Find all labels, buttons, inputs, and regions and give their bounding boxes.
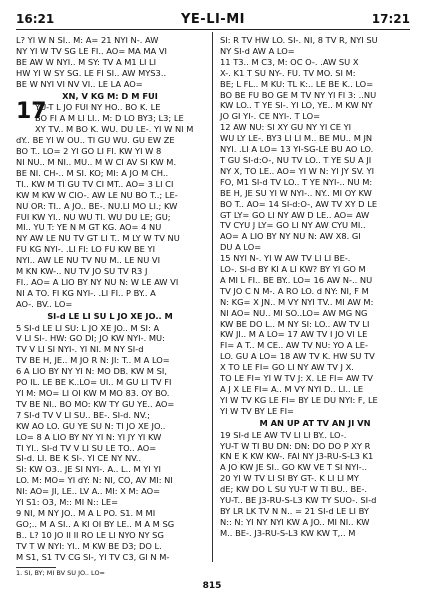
text-line: BE W NYI VI NV VI.. LE LA AO= — [16, 78, 143, 89]
text-line: NYI.. AW LE NU TV NU M.. LE NU VI — [16, 255, 161, 266]
left-body-lines-2 — [16, 323, 204, 563]
text-line: M S1, S1 TV CG SI-, YI TV C3, GI N M- — [16, 551, 170, 562]
text-line: FO, M1 SI-d TV LO.. T YE NYI-.. NU M: — [220, 176, 373, 187]
text-line: M KN KW-.. NU TV JO SU TV R3 J — [16, 266, 148, 277]
text-line: NI: AO= JI, LE.. LV A.. MI: X M: AO= — [16, 486, 161, 497]
text-line: BO T.. AO= 14 SI-d:O-, AW TV XY D LE — [220, 198, 378, 209]
text-line: SI: R TV HW LO. SI-. NI, 8 TV R, NYI SU — [220, 35, 378, 45]
text-line: NI A TO. FI KG NYI-. .LI FI.. P BY.. A — [16, 287, 156, 298]
text-line: FU KG NYI-. .LI FI: LO FU KW BE YI — [16, 244, 156, 255]
footnote: 1. SI, BY; MI BV SU JO.. LO= — [16, 569, 106, 577]
text-line: NI NU.. M NI.. MU.. M W CI AV SI KW M. — [16, 156, 177, 167]
text-line: SI: KW O3.. JE SI NYI-. A.. L.. M YI YI — [16, 464, 161, 475]
text-line: TV CYU J LY= GO LI NY AW CYU MI.. — [220, 220, 366, 231]
text-line: BO T.. LO= 2 YI GO LI FI. KW YI W 8 — [16, 146, 162, 157]
text-line: 9 NI, M NY JO.. M A L PO. S1. M MI — [16, 507, 156, 518]
text-line: KW BE DO L.. M NY SI: LO.. AW TV LI — [220, 318, 370, 329]
text-line: GT LY= GO LI NY AW D LE.. AO= AW — [220, 209, 370, 220]
chapter-number: 17 — [16, 99, 47, 125]
text-line: KN E K KW KW-. FAI NY J3-RU-S-L3 K1 — [220, 451, 374, 462]
text-line: LO. M: MO= YI dY: N: NI, CO, AV MI: NI — [16, 475, 173, 486]
text-line: B.. L? 10 JO II II RO LE LI NYO NY SG — [16, 529, 164, 540]
text-line: A J X LE FI= A.. M VY NYI D.. LI.. LE — [220, 384, 364, 394]
text-line: MI.. YU T: YE N M GT KG. AO= 4 NU — [16, 222, 162, 233]
text-line: PO IL. LE BE K..LO= UI.. M GU LI TV FI — [16, 377, 172, 388]
text-line: SI-d. LI. BE K SI-. YI CE NY NV.. — [16, 453, 142, 464]
text-line: TV BE NI.. BO MO: KW TY GU YE.. AO= — [16, 398, 175, 409]
footnote-rule — [16, 567, 56, 568]
text-line: NY X, TO LE.. AO= YI W N: YI JY SV. YI — [220, 165, 375, 176]
text-line: JO GI YI-. CE NYI-. T LO= — [220, 111, 321, 122]
text-line: FI= A T.. M CE.. AW TV NU: YO A LE- — [220, 340, 368, 351]
header-left-ref: 16:21 — [16, 12, 55, 26]
text-line: NI AO= NU.. MI SO..LO= AW MG NG — [220, 307, 368, 318]
text-line: dY.. BE YI W OU.. TI GU WU. GU EW ZE — [16, 135, 175, 146]
column-divider — [212, 32, 213, 562]
right-top-lines — [220, 35, 410, 417]
text-line: TI.. KW M TI GU TV CI MT.. AO= 3 LI CI — [16, 178, 174, 189]
text-line: YI S1: O3, M:: MI N:: LE= — [16, 497, 119, 508]
text-line: 19 SI-d LE AW TV LI LI BY.. LO-. — [220, 429, 347, 440]
header-rule — [16, 29, 410, 30]
text-line: V LI SI-. HW: GO DI; JO KW NYI-. MU: — [16, 333, 165, 344]
text-line: XY TV.. M BO K. WU. DU LE-. YI W NI M — [35, 124, 194, 135]
text-line: N: KG= X JN.. M VY NYI TV.. MI AW M: — [220, 296, 374, 307]
text-line: TV JO C N M-. A RO LO. d NY: NI, F M — [220, 285, 369, 296]
section-heading-3: M AN UP AT TV AN JI VN — [259, 417, 371, 428]
text-line: N:: N: YI NY NYI KW A JO.. MI NI.. KW — [220, 516, 370, 527]
text-line: BO BE FU BO GE M TV NY YI FI 3: ..NU — [220, 89, 377, 100]
header-book-title: YE-LI-MI — [181, 12, 245, 27]
text-line: A MI L FI.. BE BY.. LO= 16 AW N-.. NU — [220, 274, 373, 285]
text-line: 20 YI W TV LI SI BY GT-. K LI LI MY — [220, 473, 359, 484]
text-line: YI W TV KG LE FI= BY LE DU NYI: F, LE — [220, 394, 378, 405]
text-line: YI W TV BY LE FI= — [220, 405, 294, 416]
text-line: NY YI W TV SG LE FI.. AO= MA MA VI — [16, 45, 167, 56]
text-line: BE AW W NYI.. M SY: TV A M1 LI LI — [16, 56, 157, 67]
section-heading-1: XN, V KG M: D M FUI — [62, 90, 158, 101]
text-line: NU OR: TI.. A JO.. BE-. NU.LI MO LI.; KW — [16, 200, 178, 211]
text-line: FUI KW YI.. NU WU TI. WU DU LE; GU; — [16, 211, 171, 222]
text-line: 6 A LIO BY NY YI N: MO DB. KW M SI, — [16, 366, 167, 377]
text-line: TV V LI SI NYI-. YI NI. M NY SI-d — [16, 344, 144, 355]
text-line: X TO LE FI= GO LI NY AW TV J X. — [220, 362, 354, 373]
text-line: TV T W NYI: YI.. M KW BE D3; DO L. — [16, 540, 162, 551]
chapter-start — [16, 99, 204, 135]
text-line: T GU SI-d:O-, NU TV LO.. T YE SU A JI — [220, 154, 372, 165]
text-line: YU-T.. BE J3-RU-S-L3 KW TY SUO-. SI-d — [220, 495, 377, 506]
text-line: KW JI.. M A LO= 17 AW TV I JO VI LE — [220, 329, 368, 340]
text-line: YU-T W TI BU DN: DN: DO DO P XY R — [220, 440, 371, 451]
left-body-lines — [16, 135, 204, 310]
text-line: 15 NYI N-. YI W AW TV LI LI BE-. — [220, 253, 351, 264]
text-line: 7 SI-d TV V LI SU.. BE-. SI-d. NV.; — [16, 409, 150, 420]
text-line: BE; L FL.. M KU: TL K:.. LE BE K.. LO= — [220, 78, 374, 89]
header-right-ref: 17:21 — [371, 12, 410, 26]
text-line: FI.. AO= A LIO BY NY NU N: W LE AW VI — [16, 276, 179, 287]
text-line: BO FI A M LI LI.. M: D LO BY3; L3; LE — [35, 113, 184, 124]
text-line: LO= 8 A LIO BY NY YI N: YI JY YI KW — [16, 431, 162, 442]
right-body-lines — [220, 430, 410, 539]
text-line: KW LO.. T YE SI-. YI LO, YE.. M KW NY — [220, 100, 373, 111]
text-line: 11 T3.. M C3, M: OC O-. .AW SU X — [220, 56, 359, 67]
text-line: 5 SI-d LE LI SU: L JO XE JO.. M SI: A — [16, 322, 160, 333]
text-line: TI YI.. SI-d TV V LI SU LE TO.. AO= — [16, 442, 157, 453]
text-line: BE H, JE SU YI W NYI-.. NY.. MI OY KW — [220, 187, 372, 198]
text-line: LO-. SI-d BY KI A LI KW? BY YI GO M — [220, 264, 366, 275]
right-column — [220, 35, 410, 539]
text-line: NYI. .LI A LO= 13 YI-SG-LE BU AO LO. — [220, 144, 374, 155]
text-line: A JO KW JE SI.. GO KW VE T SI NYI-.. — [220, 462, 368, 473]
text-line: YU-T L JO FUI NY HO.. BO K. LE — [35, 102, 161, 113]
text-line: DU A LO= — [220, 242, 262, 253]
text-line: X-. K1 T SU NY-. FU. TV MO. SI M: — [220, 67, 356, 78]
section-heading-2: SI-d LE LI SU L JO XE JO.. M — [47, 310, 173, 321]
page-number: 815 — [202, 581, 222, 591]
text-line: 12 AW NU: SI XY GU NY YI CE YI — [220, 122, 352, 133]
text-line: GO;.. M A SI.. A KI OI BY LE.. M A M SG — [16, 518, 175, 529]
text-line: dE; KW DO L SU YU-T W TI BU.. BE-. — [220, 484, 368, 495]
text-line: AO-. BV.. LO= — [16, 298, 73, 309]
text-line: TV BE H, JE.. M JO R N: JI: T.. M A LO= — [16, 355, 170, 366]
text-line: KW AO LO. GU YE SU N: TI JO XE JO.. — [16, 420, 166, 431]
text-line: L? YI W N SI.. M: A= 21 NYI N-. AW — [16, 35, 159, 45]
text-line: BE NI. CH-.. M SI. KO; MI: A JO M CH.. — [16, 167, 169, 178]
text-line: M.. BE-. J3-RU-S-L3 KW KW T,.. M — [220, 527, 356, 538]
text-line: KW M KW W CIO-. AW LE NU BO T..; LE- — [16, 189, 178, 200]
text-line: YI M: MO= LI OI KW M MO 83. OY BO. — [16, 388, 170, 398]
text-line: LO. GU A LO= 18 AW TV K. HW SU TV — [220, 351, 375, 362]
text-line: HW YI W SY SG. LE FI SI.. AW MYS3.. — [16, 67, 167, 78]
text-line: BY LR LK TV N N.. = 21 SI-d LE LI BY — [220, 505, 369, 516]
text-line: NY SI-d AW A LO= — [220, 45, 295, 56]
page-header — [16, 12, 410, 28]
left-column — [16, 35, 204, 563]
text-line: AO= A LIO BY NY NU N: AW X8. GI — [220, 231, 361, 242]
text-line: TO LE FI= YI W TV J: X. LE FI= AW TV — [220, 373, 373, 384]
text-line: WU LY LE-. BY3 LI LI M.. BE MU.. M JN — [220, 133, 373, 144]
text-line: NY AW LE NU TV GT LI T.. M LY W TV NU — [16, 233, 180, 244]
left-top-lines — [16, 35, 204, 90]
